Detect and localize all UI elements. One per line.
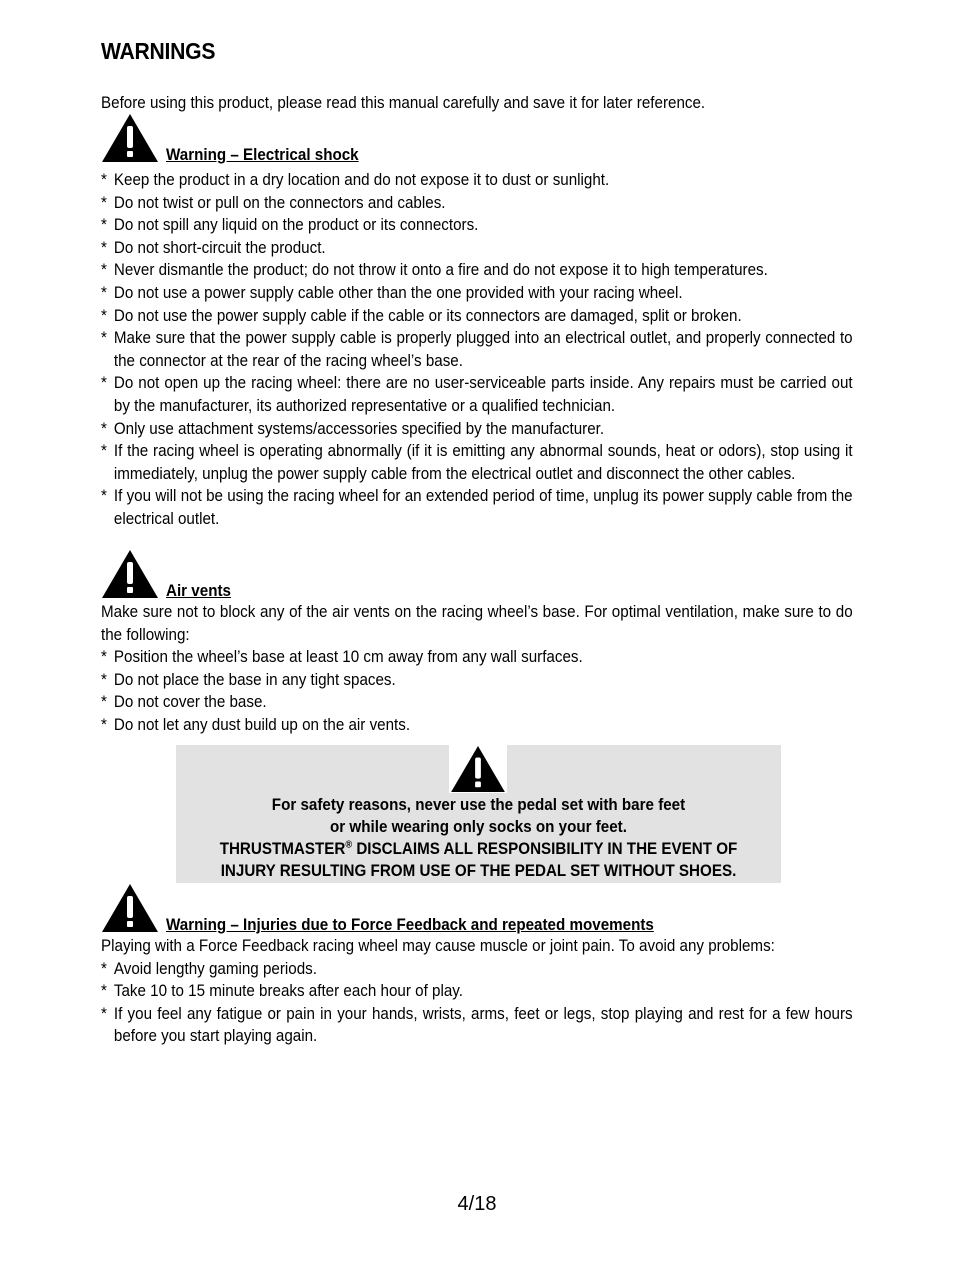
list-item: * Do not open up the racing wheel: there are no user-serviceable parts inside. Any repairs must be carried out by the manufacturer, its authorized representative or a qualified technician. (101, 372, 853, 417)
notice-line-4: INJURY RESULTING FROM USE OF THE PEDAL SET WITHOUT SHOES. (220, 862, 737, 880)
injuries-list (101, 958, 853, 1048)
list-item: * Do not cover the base. (101, 691, 853, 714)
list-item: * Keep the product in a dry location and do not expose it to dust or sunlight. (101, 169, 853, 192)
list-item: * If the racing wheel is operating abnormally (if it is emitting any abnormal sounds, heat or odors), stop using it immediately, unplug the power supply cable from the electrical outlet and disconnect the other cables. (101, 440, 853, 485)
list-item: * Do not let any dust build up on the air vents. (101, 714, 853, 737)
list-item: * If you will not be using the racing wheel for an extended period of time, unplug its power supply cable from the electrical outlet. (101, 485, 853, 530)
injuries-section (101, 883, 853, 1048)
electrical-shock-list (101, 169, 853, 531)
air-vents-title: Air vents (166, 582, 231, 600)
list-item: * Make sure that the power supply cable is properly plugged into an electrical outlet, and properly connected to the connector at the rear of the racing wheel’s base. (101, 327, 853, 372)
list-item: * Do not spill any liquid on the product or its connectors. (101, 214, 853, 237)
warning-triangle-icon (101, 883, 159, 933)
list-item: * Do not twist or pull on the connectors and cables. (101, 192, 853, 215)
injuries-title: Warning – Injuries due to Force Feedback and repeated movements (166, 916, 654, 934)
warning-triangle-icon (101, 549, 159, 599)
list-item: * Do not short-circuit the product. (101, 237, 853, 260)
page-number: 4/18 (457, 1193, 497, 1215)
list-item: * If you feel any fatigue or pain in your hands, wrists, arms, feet or legs, stop playing and rest for a few hours before you start playing again. (101, 1003, 853, 1048)
air-vents-section (101, 549, 853, 737)
brand-name: THRUSTMASTER (219, 840, 346, 858)
injuries-lead: Playing with a Force Feedback racing wheel may cause muscle or joint pain. To avoid any problems: (101, 937, 775, 955)
page-heading: WARNINGS (101, 38, 216, 64)
list-item: * Only use attachment systems/accessories specified by the manufacturer. (101, 418, 853, 441)
electrical-shock-section (101, 113, 853, 531)
list-item: * Avoid lengthy gaming periods. (101, 958, 853, 981)
safety-notice-box (176, 745, 781, 883)
list-item: * Position the wheel’s base at least 10 cm away from any wall surfaces. (101, 646, 853, 669)
electrical-shock-title: Warning – Electrical shock (166, 146, 359, 164)
warning-triangle-icon (101, 113, 159, 163)
registered-mark: ® (345, 839, 353, 851)
list-item: * Do not place the base in any tight spaces. (101, 669, 853, 692)
air-vents-list (101, 646, 853, 736)
warning-triangle-icon (449, 745, 507, 793)
list-item: * Take 10 to 15 minute breaks after each hour of play. (101, 980, 853, 1003)
intro-text: Before using this product, please read this manual carefully and save it for later reference. (101, 94, 706, 112)
notice-line-3 (200, 838, 757, 860)
list-item: * Never dismantle the product; do not throw it onto a fire and do not expose it to high temperatures. (101, 259, 853, 282)
notice-line-2: or while wearing only socks on your feet. (330, 818, 627, 836)
notice-line-1: For safety reasons, never use the pedal set with bare feet (271, 796, 686, 814)
list-item: * Do not use a power supply cable other than the one provided with your racing wheel. (101, 282, 853, 305)
notice-line-3-rest: DISCLAIMS ALL RESPONSIBILITY IN THE EVENT OF (352, 840, 738, 858)
list-item: * Do not use the power supply cable if the cable or its connectors are damaged, split or broken. (101, 305, 853, 328)
air-vents-lead: Make sure not to block any of the air vents on the racing wheel’s base. For optimal ventilation, make sure to do the following: (101, 603, 853, 644)
